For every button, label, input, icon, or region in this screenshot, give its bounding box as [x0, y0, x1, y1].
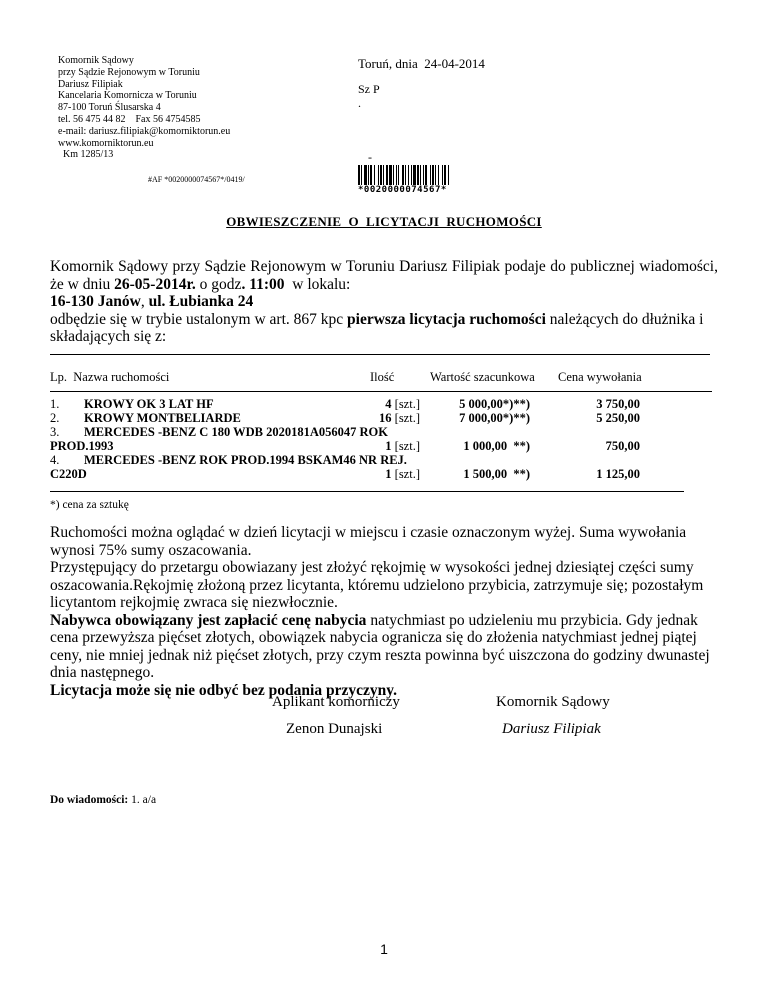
sender-line: Dariusz Filipiak	[58, 78, 123, 90]
barcode	[358, 165, 488, 195]
auction-address	[50, 293, 718, 311]
row-price: 1 125,00	[596, 467, 640, 481]
terms-viewing: Ruchomości można oglądać w dzień licytacji w miejscu i czasie oznaczonym wyżej. Suma wywołania wynosi 75% sumy oszacowania.	[50, 524, 687, 559]
qty-value: 16	[379, 411, 392, 425]
sender-line: www.komorniktorun.eu	[58, 137, 154, 149]
row-value: 1 000,00 **)	[463, 439, 530, 453]
intro-text: w lokalu:	[284, 275, 351, 293]
row-qty	[385, 397, 420, 411]
table-bottom-rule	[50, 491, 684, 492]
page-number: 1	[380, 941, 388, 957]
footnote: *) cena za sztukę	[50, 499, 129, 511]
row-name: KROWY OK 3 LAT HF	[84, 397, 214, 411]
barcode-text: *0020000074567*	[358, 185, 447, 195]
auction-type: pierwsza licytacja ruchomości	[347, 310, 546, 328]
sender-line: e-mail: dariusz.filipiak@komorniktorun.eu	[58, 125, 231, 137]
qty-unit: [szt.]	[391, 411, 420, 425]
header-price: Cena wywołania	[558, 370, 642, 384]
document-title: OBWIESZCZENIE O LICYTACJI RUCHOMOŚCI	[226, 214, 542, 229]
intro-text: należących do dłużnika i składających się z:	[50, 310, 704, 345]
row-price: 3 750,00	[596, 397, 640, 411]
address-sep: ,	[140, 293, 149, 310]
qty-value: 1	[385, 467, 392, 481]
header-qty: Ilość	[370, 370, 395, 384]
row-value: 1 500,00 **)	[463, 467, 530, 481]
sender-line: Komornik Sądowy	[58, 55, 134, 66]
terms-payment	[50, 612, 720, 682]
qty-value: 4	[385, 397, 392, 411]
header-value: Wartość szacunkowa	[430, 370, 535, 384]
row-name-cont: C220D	[50, 467, 87, 481]
address-street: ul. Łubianka 24	[148, 293, 254, 310]
row-qty	[379, 411, 420, 425]
qty-unit: [szt.]	[391, 397, 420, 411]
terms-deposit: Przystępujący do przetargu obowiazany jest złożyć rękojmię w wysokości jednej dziesiątej części sumy oszacowania.Rękojmię złożoną przez licytanta, któremu udzielono przybicia, zatrzymuje się; pozostałym licytantom rejkojmię zwraca się niezwłocznie.	[50, 559, 704, 611]
row-lp: 2.	[50, 411, 60, 425]
sender-line: 87-100 Toruń Ślusarska 4	[58, 102, 161, 114]
sender-block	[58, 55, 230, 161]
terms-block	[50, 524, 720, 699]
row-lp: 4.	[50, 453, 60, 467]
row-qty	[385, 439, 420, 453]
payment-bold: Nabywca obowiązany jest zapłacić cenę nabycia	[50, 611, 367, 629]
auction-date: 26-05-2014r.	[114, 275, 196, 293]
auction-time: . 11:00	[241, 275, 285, 293]
header-name: Lp. Nazwa ruchomości	[50, 370, 170, 384]
row-value: 7 000,00*)**)	[459, 411, 530, 425]
row-value: 5 000,00*)**)	[459, 397, 530, 411]
intro-line	[50, 258, 718, 293]
row-name: MERCEDES -BENZ ROK PROD.1994 BSKAM46 NR REJ.	[84, 453, 407, 467]
recipient-line: Sz P	[358, 82, 380, 96]
table-header-rule	[50, 391, 712, 392]
sender-line: przy Sądzie Rejonowym w Toruniu	[58, 66, 200, 78]
case-number: Km 1285/13	[58, 149, 114, 161]
place-date: Toruń, dnia 24-04-2014	[358, 56, 485, 71]
signer-right-name: Dariusz Filipiak	[502, 721, 601, 737]
payment-text: natychmiast po udzieleniu mu przybicia. Gdy jednak cena przewyższa pięćset złotych, obowiązek nabycia ogranicza się do złożenia natychmiast jednej piątej ceny, nie mniej jednak niż pięćset złotych, przy czym reszta powinna być uiszczona do godziny dwunastej dnia następnego.	[50, 611, 710, 681]
notice-value: 1. a/a	[128, 794, 157, 806]
recipient-block	[358, 82, 380, 110]
intro-paragraph	[50, 258, 718, 346]
dash-mark: -	[368, 150, 372, 164]
qty-value: 1	[385, 439, 392, 453]
barcode-bars	[358, 165, 488, 185]
row-price: 750,00	[605, 439, 640, 453]
row-name-cont: PROD.1993	[50, 439, 114, 453]
row-lp: 1.	[50, 397, 60, 411]
cancel-note: Licytacja może się nie odbyć bez podania przyczyny.	[50, 681, 397, 699]
table-row	[50, 397, 720, 411]
notice-label: Do wiadomości:	[50, 794, 129, 806]
af-code: #AF *0020000074567*/0419/	[148, 175, 245, 184]
intro-text: Komornik Sądowy przy Sądzie Rejonowym w Toruniu Dariusz Filipiak podaje do publicznej wiadomości, że w dniu	[50, 258, 718, 293]
intro-text: o godz	[195, 275, 242, 293]
row-name: KROWY MONTBELIARDE	[84, 411, 241, 425]
signer-right-role: Komornik Sądowy	[496, 694, 610, 710]
table-top-rule	[50, 354, 710, 355]
distribution-notice	[50, 794, 156, 806]
barcode-bar	[449, 165, 450, 185]
intro-line-2	[50, 311, 718, 346]
intro-text: odbędzie się w trybie ustalonym w art. 867 kpc	[50, 310, 348, 328]
signer-left-role: Aplikant komorniczy	[272, 694, 400, 710]
row-qty	[385, 467, 420, 481]
table-row	[50, 453, 720, 481]
address-city: 16-130 Janów	[50, 293, 141, 310]
row-lp: 3.	[50, 425, 60, 439]
table-row	[50, 411, 720, 425]
recipient-line: .	[358, 96, 361, 110]
row-name: MERCEDES -BENZ C 180 WDB 2020181A056047 ROK	[84, 425, 388, 439]
sender-line: tel. 56 475 44 82 Fax 56 4754585	[58, 113, 201, 125]
signer-left-name: Zenon Dunajski	[286, 721, 383, 737]
row-price: 5 250,00	[596, 411, 640, 425]
qty-unit: [szt.]	[391, 439, 420, 453]
table-row	[50, 425, 720, 453]
sender-line: Kancelaria Komornicza w Toruniu	[58, 90, 197, 102]
qty-unit: [szt.]	[391, 467, 420, 481]
